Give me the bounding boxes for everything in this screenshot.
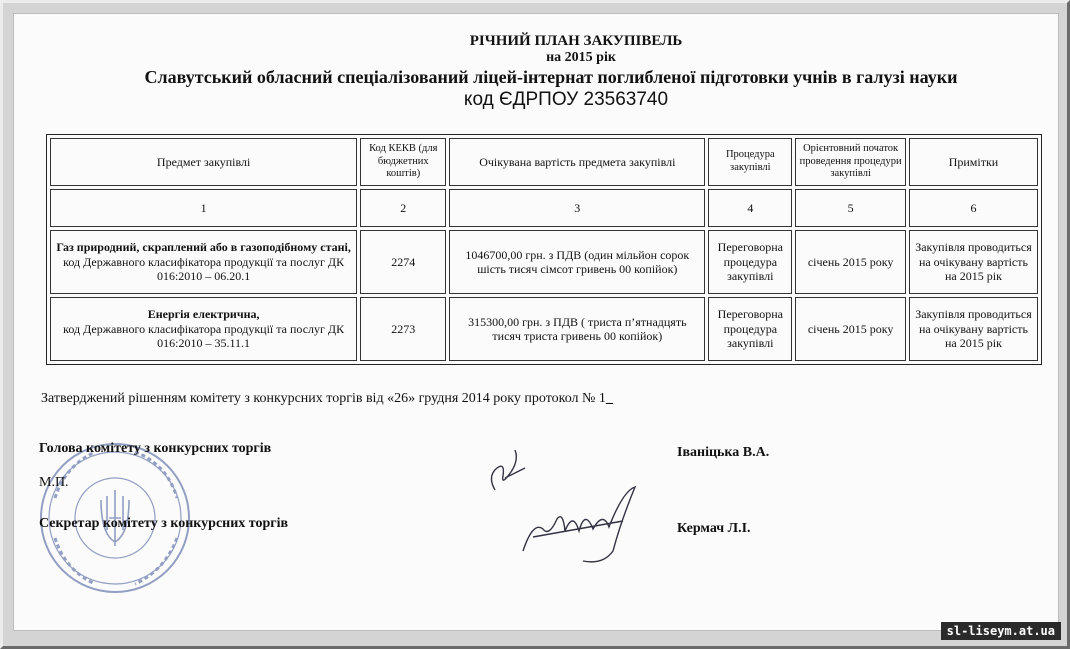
col-header-start: Орієнтовний початок проведення процедури закупівлі — [795, 138, 906, 186]
document-page — [13, 13, 1059, 631]
col-header-notes: Примітки — [909, 138, 1038, 186]
kekv-cell: 2273 — [360, 297, 446, 361]
column-number: 6 — [909, 189, 1038, 227]
organization-name: Славутський обласний спеціалізований ліцей-інтернат поглибленої підготовки учнів в галузі науки — [144, 67, 958, 87]
col-header-kekv: Код КЕКВ (для бюджетних коштів) — [360, 138, 446, 186]
head-label: Голова комітету з конкурсних торгів — [39, 441, 272, 456]
edrpou-code: код ЄДРПОУ 23563740 — [463, 89, 669, 110]
subject-cell — [50, 230, 357, 294]
kekv-cell: 2274 — [360, 230, 446, 294]
column-number: 2 — [360, 189, 446, 227]
approval-statement — [41, 391, 613, 407]
subject-classifier-code: код Державного класифікатора продукції та послуг ДК 016:2010 – 06.20.1 — [63, 254, 345, 284]
subject-cell — [50, 297, 357, 361]
cost-cell: 1046700,00 грн. з ПДВ (один мільйон сорок шість тисяч сімсот гривень 00 копійок) — [449, 230, 705, 294]
start-cell: січень 2015 року — [795, 297, 906, 361]
column-number: 1 — [50, 189, 357, 227]
table-row — [50, 230, 1038, 294]
procedure-cell: Переговорна процедура закупівлі — [708, 297, 792, 361]
document-title: РІЧНИЙ ПЛАН ЗАКУПІВЕЛЬ — [469, 33, 683, 49]
approval-text: Затверджений рішенням комітету з конкурсних торгів від «26» грудня 2014 року протокол № 1 — [41, 391, 606, 406]
site-watermark: sl-liseym.at.ua — [941, 622, 1061, 640]
document-year: на 2015 рік — [546, 50, 616, 65]
col-header-subject: Предмет закупівлі — [50, 138, 357, 186]
subject-title: Газ природний, скраплений або в газоподібному стані, — [56, 240, 351, 255]
table-row — [50, 297, 1038, 361]
subject-classifier-code: код Державного класифікатора продукції та послуг ДК 016:2010 – 35.11.1 — [63, 321, 345, 351]
approval-blank: _ — [605, 391, 613, 406]
procurement-table — [46, 134, 1042, 365]
column-numbers-row — [50, 189, 1038, 227]
start-cell: січень 2015 року — [795, 230, 906, 294]
notes-cell: Закупівля проводиться на очікувану вартість на 2015 рік — [909, 297, 1038, 361]
table-header-row — [50, 138, 1038, 186]
column-number: 5 — [795, 189, 906, 227]
head-name: Іваніцька В.А. — [677, 445, 770, 460]
column-number: 3 — [449, 189, 705, 227]
procedure-cell: Переговорна процедура закупівлі — [708, 230, 792, 294]
secretary-label: Секретар комітету з конкурсних торгів — [39, 516, 289, 531]
subject-title: Енергія електрична, — [147, 307, 260, 322]
stamp-label: М.П. — [39, 475, 69, 490]
column-number: 4 — [708, 189, 792, 227]
cost-cell: 315300,00 грн. з ПДВ ( триста п’ятнадцять тисяч триста гривень 00 копійок) — [449, 297, 705, 361]
notes-cell: Закупівля проводиться на очікувану вартість на 2015 рік — [909, 230, 1038, 294]
secretary-name: Кермач Л.І. — [677, 521, 751, 536]
secretary-signature-icon — [513, 481, 643, 571]
col-header-cost: Очікувана вартість предмета закупівлі — [449, 138, 705, 186]
col-header-procedure: Процедура закупівлі — [708, 138, 792, 186]
